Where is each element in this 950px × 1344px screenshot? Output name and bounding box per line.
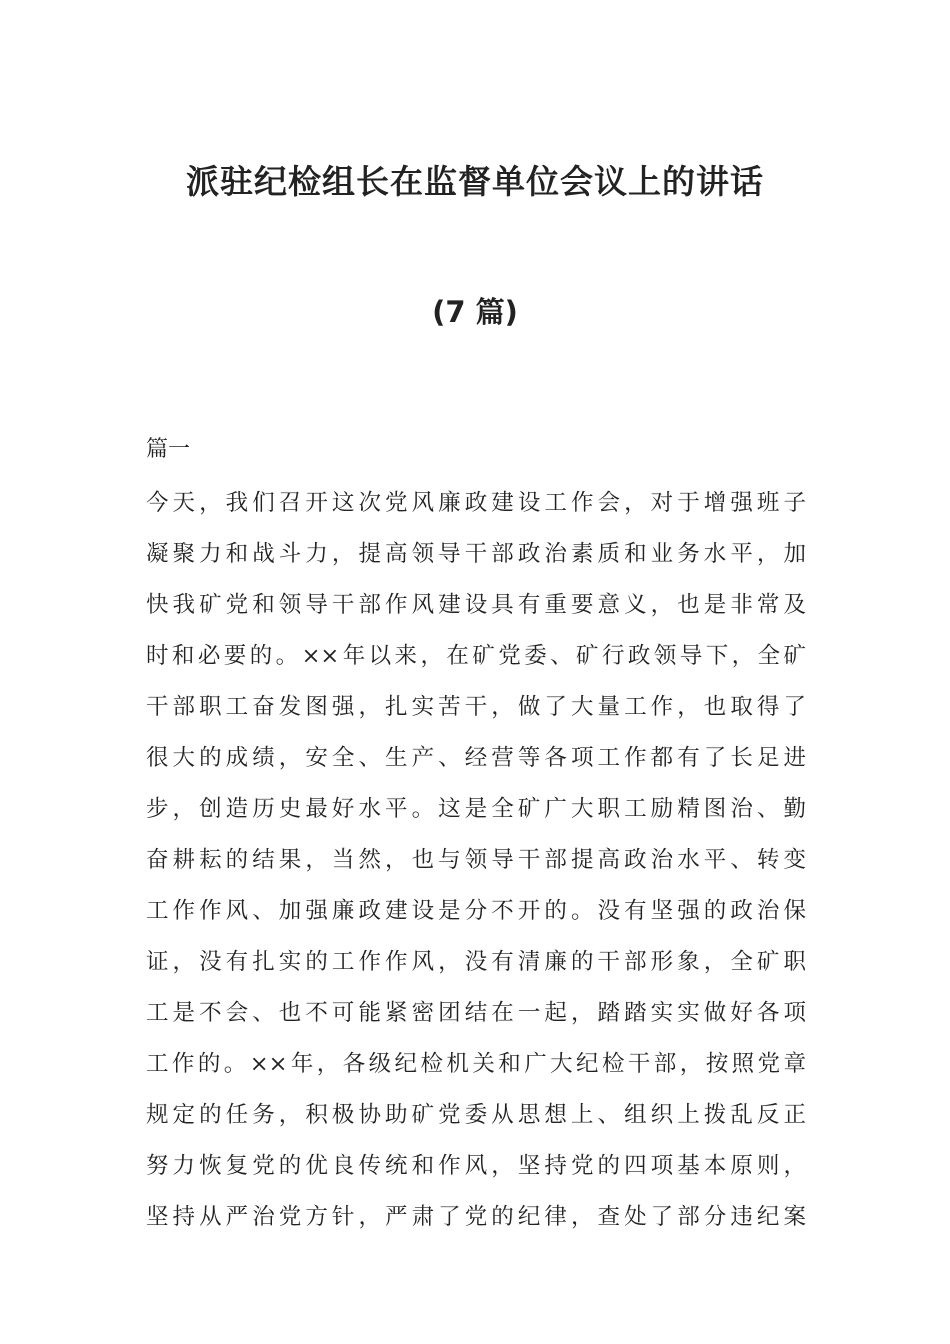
section-label: 篇一 [146, 437, 191, 462]
body-line: 奋耕耘的结果，当然，也与领导干部提高政治水平、转变 [146, 847, 806, 873]
body-line: 步，创造历史最好水平。这是全矿广大职工励精图治、勤 [146, 796, 806, 822]
document-title: 派驻纪检组长在监督单位会议上的讲话 [186, 162, 764, 201]
body-line: 快我矿党和领导干部作风建设具有重要意义，也是非常及 [146, 592, 806, 618]
body-line: 很大的成绩，安全、生产、经营等各项工作都有了长足进 [146, 745, 806, 771]
body-line: 工是不会、也不可能紧密团结在一起，踏踏实实做好各项 [146, 1000, 806, 1026]
body-line: 干部职工奋发图强，扎实苦干，做了大量工作，也取得了 [146, 694, 806, 720]
body-line: 工作作风、加强廉政建设是分不开的。没有坚强的政治保 [146, 898, 806, 924]
body-line: 时和必要的。××年以来，在矿党委、矿行政领导下，全矿 [146, 643, 806, 669]
body-line: 凝聚力和战斗力，提高领导干部政治素质和业务水平，加 [146, 541, 806, 567]
body-line: 证，没有扎实的工作作风，没有清廉的干部形象，全矿职 [146, 949, 806, 975]
body-line: 努力恢复党的优良传统和作风，坚持党的四项基本原则， [146, 1153, 806, 1179]
body-text [146, 478, 806, 1243]
body-line: 工作的。××年，各级纪检机关和广大纪检干部，按照党章 [146, 1051, 806, 1077]
body-line: 今天，我们召开这次党风廉政建设工作会，对于增强班子 [146, 490, 806, 516]
body-line: 规定的任务，积极协助矿党委从思想上、组织上拨乱反正 [146, 1102, 806, 1128]
body-line: 坚持从严治党方针，严肃了党的纪律，查处了部分违纪案 [146, 1204, 806, 1230]
document-subtitle: (7 篇) [432, 295, 518, 329]
